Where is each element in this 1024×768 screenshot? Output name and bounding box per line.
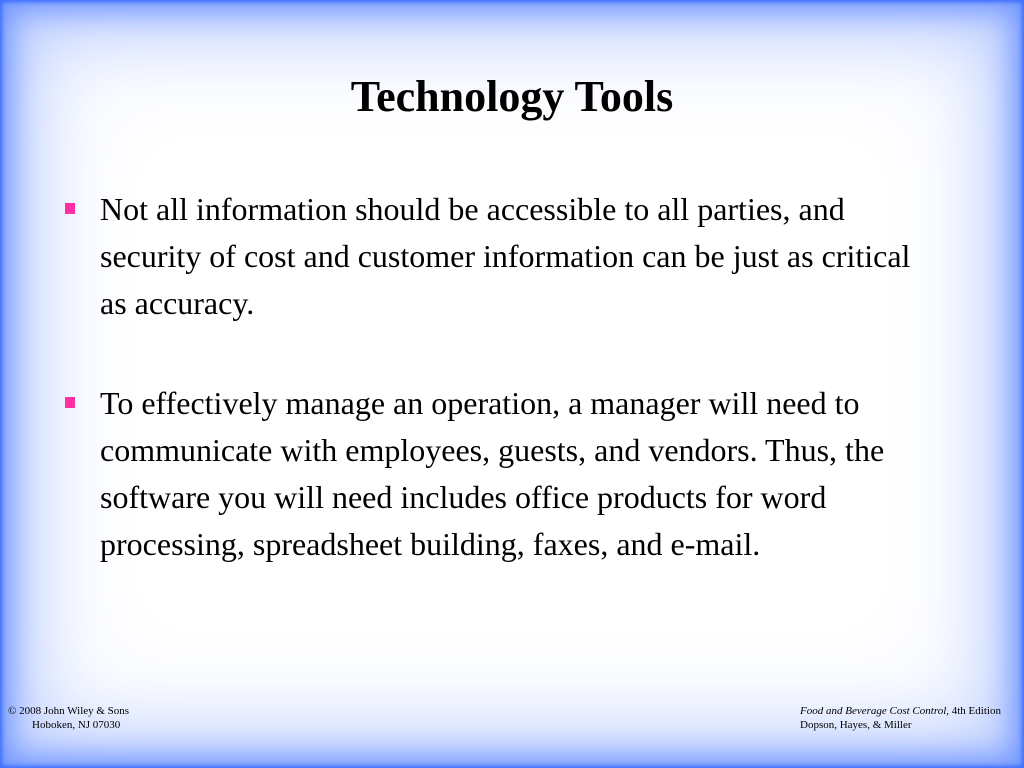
footer-book-title-line	[800, 704, 1016, 718]
footer-edition: 4th Edition	[949, 705, 1001, 717]
square-bullet-icon	[65, 203, 75, 214]
footer-publisher	[8, 704, 129, 732]
square-bullet-icon	[65, 397, 75, 408]
footer-authors: Dopson, Hayes, & Miller	[800, 719, 912, 731]
footer-address: Hoboken, NJ 07030	[32, 719, 121, 731]
bullet-list	[60, 186, 940, 621]
slide-title: Technology Tools	[350, 72, 674, 121]
bullet-item	[60, 380, 940, 568]
bullet-text: Not all information should be accessible to all parties, and security of cost and customer information can be just as critical as accuracy.	[100, 191, 911, 321]
footer-copyright: © 2008 John Wiley & Sons	[8, 705, 130, 717]
footer-book-info	[800, 704, 1016, 732]
bullet-text: To effectively manage an operation, a manager will need to communicate with employees, guests, and vendors. Thus, the software you will need includes office products for word processing, spreadsheet building, faxes, and e-mail.	[100, 385, 885, 562]
footer-book-title: Food and Beverage Cost Control,	[800, 705, 949, 717]
bullet-item	[60, 186, 940, 327]
